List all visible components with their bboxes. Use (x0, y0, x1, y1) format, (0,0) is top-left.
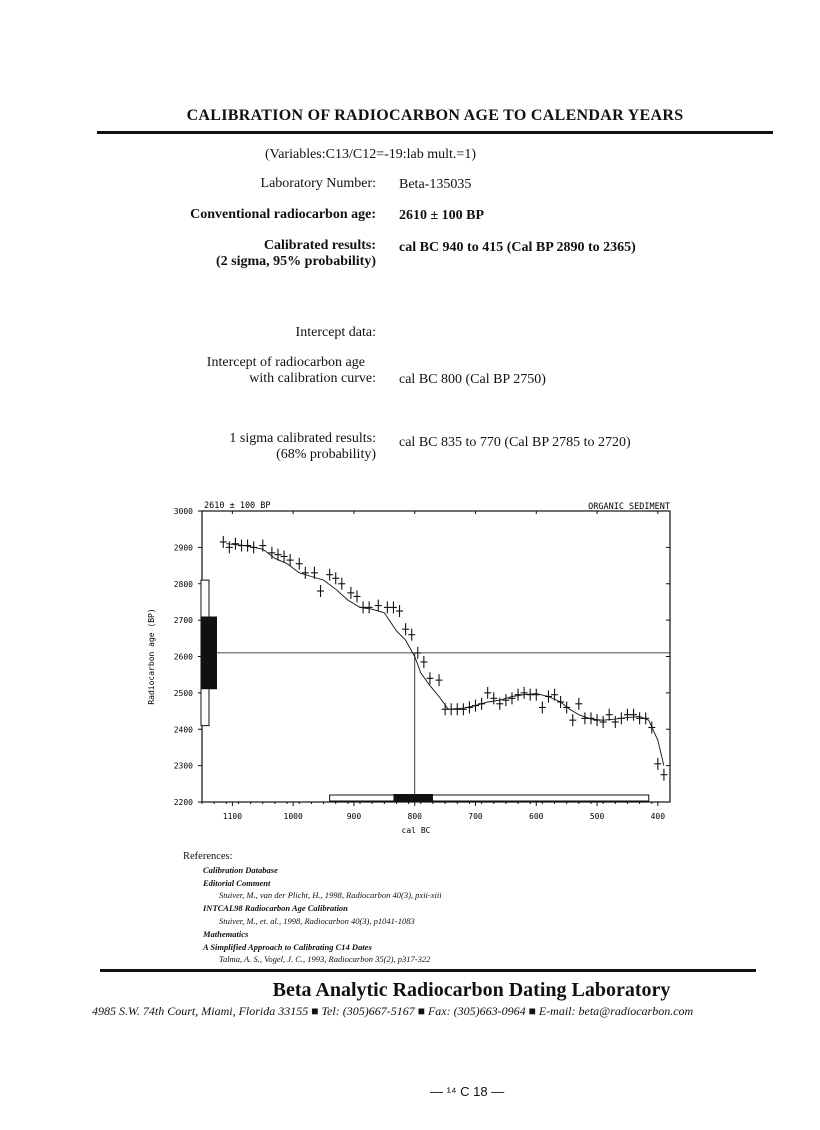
footer-rule (100, 969, 756, 972)
reference-citation: Stuiver, M., van der Plicht, H., 1998, Radiocarbon 40(3), pxii-xiii (219, 890, 442, 901)
intercept-label-2: with calibration curve: (249, 371, 376, 386)
one-sigma-label: 1 sigma calibrated results: (229, 431, 376, 446)
calibrated-sublabel: (2 sigma, 95% probability) (216, 254, 376, 269)
two-sigma-cal-box (330, 795, 649, 801)
calibration-chart (130, 497, 680, 837)
conventional-age-label: Conventional radiocarbon age: (190, 207, 376, 222)
y-tick-label: 3000 (173, 507, 193, 516)
lab-number-label: Laboratory Number: (260, 176, 376, 191)
intercept-value: cal BC 800 (Cal BP 2750) (399, 372, 546, 387)
page-number: — ¹⁴ C 18 — (430, 1084, 505, 1099)
reference-title: Calibration Database (203, 864, 278, 875)
calibration-curve (226, 544, 664, 766)
x-tick-label: 800 (407, 812, 422, 821)
y-tick-label: 2200 (173, 798, 193, 807)
header-rule (97, 131, 773, 134)
intercept-heading: Intercept data: (295, 325, 376, 340)
lab-name: Beta Analytic Radiocarbon Dating Laboratory (272, 979, 671, 1001)
page-title: CALIBRATION OF RADIOCARBON AGE TO CALENDAR YEARS (186, 107, 684, 124)
reference-title: A Simplified Approach to Calibrating C14 Dates (203, 941, 372, 952)
reference-citation: Talma, A. S., Vogel, J. C., 1993, Radiocarbon 35(2), p317-322 (219, 954, 431, 965)
reference-title: Editorial Comment (203, 877, 271, 888)
lab-address: 4985 S.W. 74th Court, Miami, Florida 33155 ■ Tel: (305)667-5167 ■ Fax: (305)663-0964 ■ E-mail: beta@radiocarbon.com (92, 1004, 694, 1018)
one-sigma-cal-box (393, 794, 433, 802)
conventional-age-value: 2610 ± 100 BP (399, 208, 485, 223)
variables-note: (Variables:C13/C12=-19:lab mult.=1) (265, 147, 476, 162)
y-tick-label: 2600 (173, 652, 193, 662)
y-tick-label: 2800 (173, 579, 193, 589)
calibrated-value: cal BC 940 to 415 (Cal BP 2890 to 2365) (399, 240, 636, 255)
one-sigma-value: cal BC 835 to 770 (Cal BP 2785 to 2720) (399, 435, 631, 450)
calibrated-label: Calibrated results: (263, 238, 376, 253)
reference-title: Mathematics (203, 928, 249, 939)
one-sigma-age-box (201, 616, 217, 689)
y-tick-label: 2300 (173, 761, 193, 771)
y-tick-label: 2900 (173, 543, 193, 553)
references (183, 851, 442, 966)
intercept-label-1: Intercept of radiocarbon age (206, 355, 365, 370)
chart-subtitle: ORGANIC SEDIMENT (588, 502, 670, 512)
y-tick-label: 2400 (173, 725, 193, 735)
reference-title: INTCAL98 Radiocarbon Age Calibration (203, 903, 348, 914)
x-axis-label: cal BC (401, 826, 431, 835)
x-tick-label: 1100 (222, 812, 243, 821)
y-axis-label: Radiocarbon age (BP) (147, 608, 156, 705)
lab-number-value: Beta-135035 (399, 177, 472, 192)
y-tick-label: 2500 (173, 688, 193, 698)
y-tick-label: 2700 (173, 616, 193, 626)
references-heading: References: (183, 851, 233, 862)
one-sigma-sublabel: (68% probability) (276, 447, 376, 462)
x-tick-label: 700 (468, 812, 483, 821)
x-tick-label: 900 (346, 812, 362, 821)
reference-citation: Stuiver, M., et. al., 1998, Radiocarbon 40(3), p1041-1083 (219, 915, 415, 926)
calibration-chart-svg (130, 497, 680, 837)
x-tick-label: 400 (650, 812, 666, 821)
x-tick-label: 1000 (283, 812, 303, 821)
x-tick-label: 500 (589, 812, 605, 821)
x-tick-label: 600 (529, 812, 544, 821)
chart-title: 2610 ± 100 BP (204, 501, 271, 511)
